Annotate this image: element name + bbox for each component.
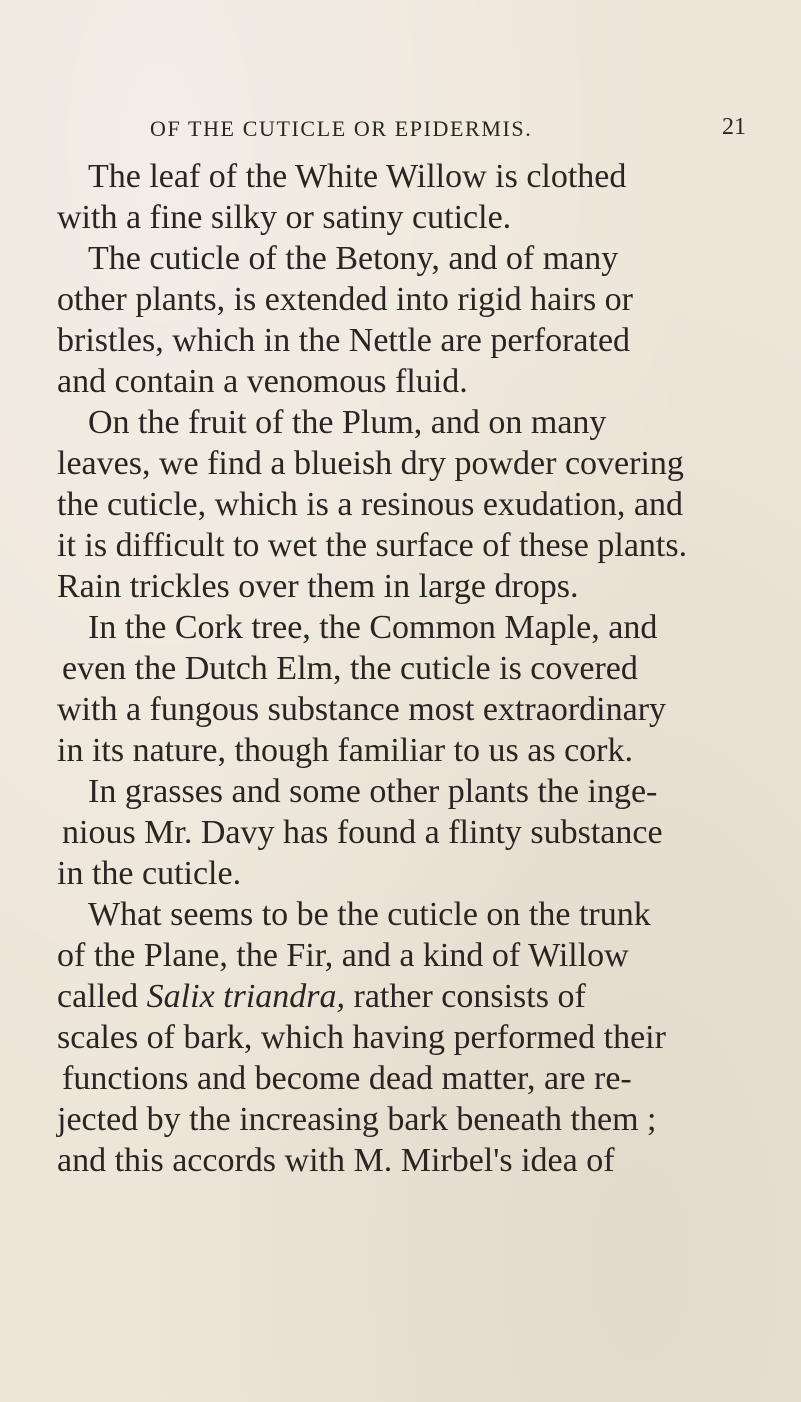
text-line: In grasses and some other plants the inge- <box>88 773 658 810</box>
text-line: bristles, which in the Nettle are perforated <box>57 322 631 359</box>
text-line: with a fungous substance most extraordinary <box>57 691 667 728</box>
text-line: and contain a venomous fluid. <box>57 363 468 400</box>
text-line: The leaf of the White Willow is clothed <box>88 158 627 195</box>
text-line: scales of bark, which having performed their <box>57 1019 666 1056</box>
page-number: 21 <box>722 114 746 140</box>
text-line: nious Mr. Davy has found a flinty substance <box>62 814 663 851</box>
text-line: with a fine silky or satiny cuticle. <box>57 199 512 236</box>
text-line: What seems to be the cuticle on the trunk <box>88 896 651 933</box>
text-line: On the fruit of the Plum, and on many <box>88 404 607 441</box>
text-line: leaves, we find a blueish dry powder covering <box>57 445 684 482</box>
text-line: it is difficult to wet the surface of these plants. <box>57 527 688 564</box>
text-line: The cuticle of the Betony, and of many <box>88 240 619 277</box>
text-line: in its nature, though familiar to us as cork. <box>57 732 633 769</box>
text-line: functions and become dead matter, are re- <box>62 1060 632 1097</box>
text-line: the cuticle, which is a resinous exudation, and <box>57 486 683 523</box>
text-line: jected by the increasing bark beneath them ; <box>57 1101 657 1138</box>
text-line: even the Dutch Elm, the cuticle is covered <box>62 650 638 687</box>
line-prefix: called <box>57 978 147 1015</box>
text-line: In the Cork tree, the Common Maple, and <box>88 609 658 646</box>
species-name: Salix triandra, <box>146 978 346 1015</box>
text-line-with-italic <box>57 980 790 1024</box>
text-line: and this accords with M. Mirbel's idea of <box>57 1142 615 1179</box>
running-head-title: OF THE CUTICLE OR EPIDERMIS. <box>150 116 533 141</box>
text-line: in the cuticle. <box>57 855 242 892</box>
line-suffix: rather consists of <box>345 978 586 1015</box>
text-line: other plants, is extended into rigid hairs or <box>57 281 633 318</box>
text-line: Rain trickles over them in large drops. <box>57 568 579 605</box>
text-line: of the Plane, the Fir, and a kind of Willow <box>57 937 629 974</box>
running-head <box>0 108 801 148</box>
